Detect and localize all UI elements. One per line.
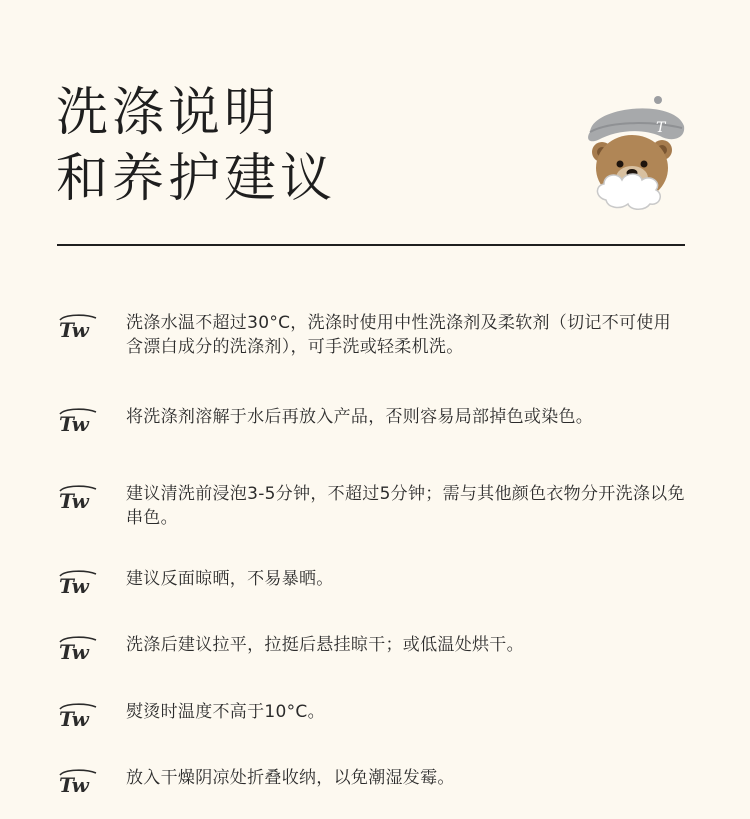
cap-initial: T xyxy=(656,120,666,136)
svg-text:Tw: Tw xyxy=(59,707,89,730)
tw-logo-icon xyxy=(56,700,102,730)
care-text: 建议反面晾晒，不易暴晒。 xyxy=(126,569,334,589)
care-text: 建议清洗前浸泡3-5分钟，不超过5分钟；需与其他颜色衣物分开洗涤以免串色。 xyxy=(126,484,685,528)
svg-text:Tw: Tw xyxy=(59,412,89,435)
svg-text:Tw: Tw xyxy=(59,318,89,341)
tw-logo-icon xyxy=(56,633,102,663)
header-divider xyxy=(57,244,685,246)
tw-logo-icon xyxy=(56,405,102,435)
tw-logo-icon xyxy=(56,311,102,341)
title-line-2: 和养护建议 xyxy=(56,149,337,209)
care-text: 洗涤水温不超过30°C，洗涤时使用中性洗涤剂及柔软剂（切记不可使用含漂白成分的洗涤剂），可手洗或轻柔机洗。 xyxy=(126,313,671,357)
tw-logo-icon xyxy=(56,482,102,512)
care-text: 洗涤后建议拉平，拉挺后悬挂晾干；或低温处烘干。 xyxy=(126,635,524,655)
page-title xyxy=(56,80,336,212)
care-text: 熨烫时温度不高于10°C。 xyxy=(126,702,325,722)
care-text: 放入干燥阴凉处折叠收纳，以免潮湿发霉。 xyxy=(126,768,455,788)
svg-text:Tw: Tw xyxy=(59,489,89,512)
svg-text:Tw: Tw xyxy=(59,574,89,597)
bear-mascot-icon xyxy=(578,92,698,214)
tw-logo-icon xyxy=(56,766,102,796)
svg-text:Tw: Tw xyxy=(59,640,89,663)
title-line-1: 洗涤说明 xyxy=(56,83,281,143)
svg-text:Tw: Tw xyxy=(59,773,89,796)
tw-logo-icon xyxy=(56,567,102,597)
care-text: 将洗涤剂溶解于水后再放入产品，否则容易局部掉色或染色。 xyxy=(126,407,594,427)
